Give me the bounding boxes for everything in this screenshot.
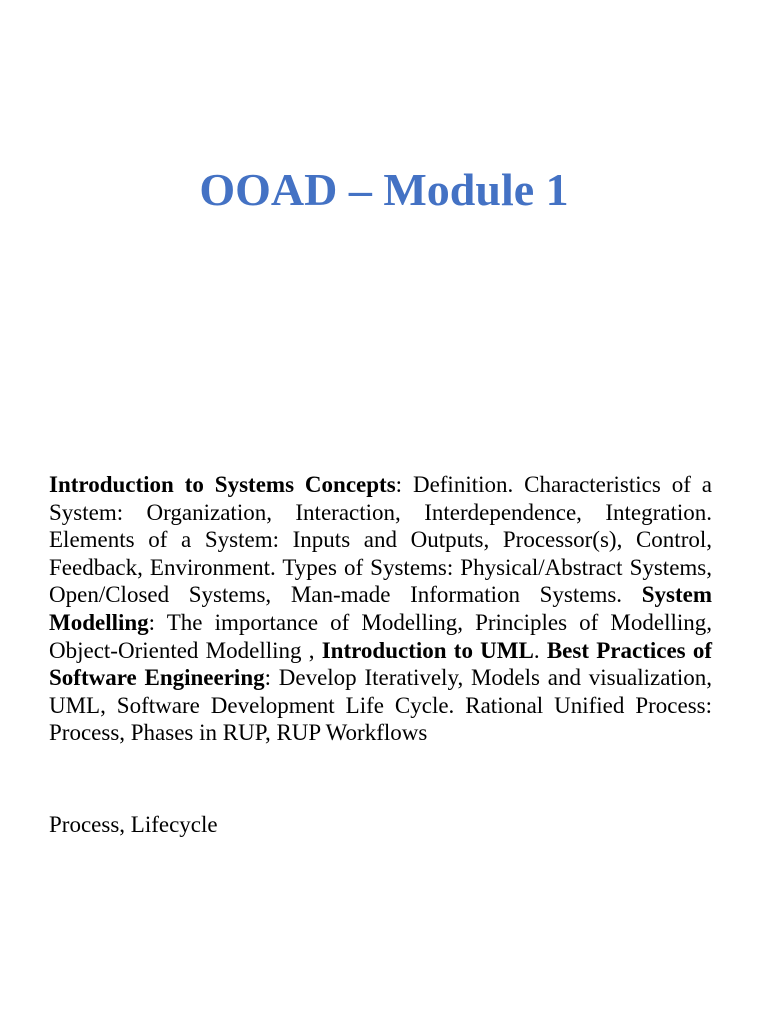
- heading-systems-concepts: Introduction to Systems Concepts: [49, 472, 396, 497]
- text-systems-concepts: : Definition. Characteristics of a System: Organization, Interaction, Interdependence, Integration. Elements of a System: Inputs and Outputs, Processor(s), Control, Feedback, Environment. Types of Systems: Physical/Abstract Systems, Open/Closed Systems, Man-made Information Systems.: [49, 472, 712, 608]
- text-separator: .: [533, 637, 547, 663]
- heading-best-practices: Best Practices of Software Engineering: [49, 637, 712, 691]
- text-system-modelling: : The importance of Modelling, Principles of Modelling, Object-Oriented Modelling ,: [49, 609, 712, 663]
- text-best-practices: : Develop Iteratively, Models and visualization, UML, Software Development Life Cycle. Rational Unified Process: Process, Phases in RUP, RUP Workflows: [49, 665, 712, 746]
- footer-line: Process, Lifecycle: [49, 812, 218, 837]
- heading-intro-uml: Introduction to UML: [321, 637, 534, 663]
- page-title: OOAD – Module 1: [199, 164, 569, 215]
- syllabus-paragraph: [49, 471, 712, 747]
- heading-system-modelling: System Modelling: [49, 582, 712, 635]
